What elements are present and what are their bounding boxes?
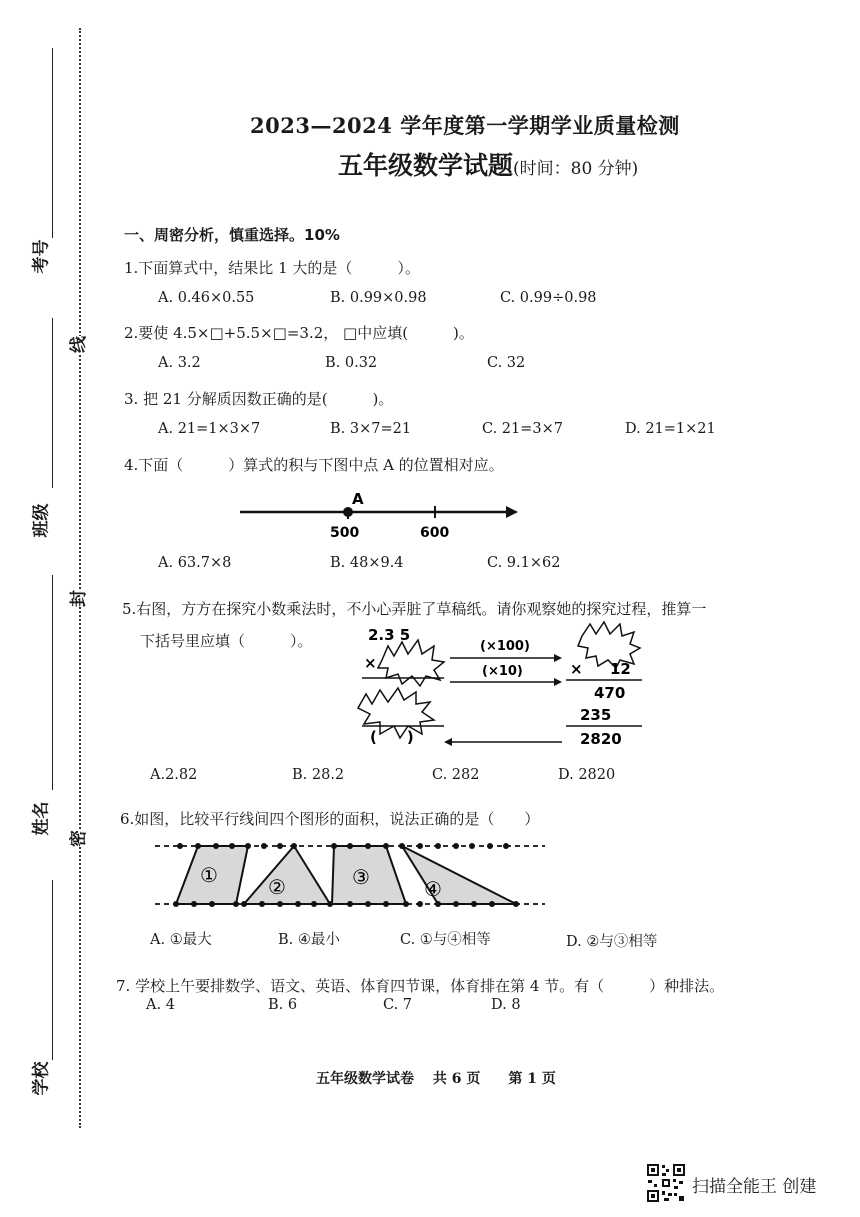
q7-option-b: B. 6 bbox=[268, 997, 298, 1013]
right-multiplier: 12 bbox=[610, 660, 631, 678]
question-7: 7. 学校上午要排数学、语文、英语、体育四节课，体育排在第 4 节。有（ ）种排法。 bbox=[116, 977, 725, 995]
tick-label-600: 600 bbox=[420, 525, 450, 541]
shape-4-triangle bbox=[402, 846, 516, 904]
section-heading: 一、周密分析，慎重选择。10% bbox=[124, 226, 340, 244]
exam-no-blank bbox=[52, 48, 53, 238]
shape-2-triangle bbox=[244, 846, 330, 904]
question-4: 4.下面（ ）算式的积与下图中点 A 的位置相对应。 bbox=[124, 456, 504, 474]
exam-subtitle bbox=[338, 146, 638, 182]
q3-option-b: B. 3×7=21 bbox=[330, 421, 412, 437]
shape-1-label: ① bbox=[200, 863, 218, 887]
multiplication-diagram bbox=[350, 620, 650, 755]
right-partial-2: 235 bbox=[580, 706, 612, 724]
q4-option-a: A. 63.7×8 bbox=[158, 555, 232, 571]
school-blank bbox=[52, 880, 53, 1060]
scanner-watermark: 扫描全能王 创建 bbox=[692, 1177, 817, 1197]
q2-option-a: A. 3.2 bbox=[158, 355, 201, 371]
q1-option-c: C. 0.99÷0.98 bbox=[500, 290, 597, 306]
q2-option-c: C. 32 bbox=[487, 355, 526, 371]
q6-option-c: C. ①与④相等 bbox=[400, 932, 491, 948]
shape-2-label: ② bbox=[268, 875, 286, 899]
exam-no-label: 考号 bbox=[31, 239, 52, 274]
question-6: 6.如图，比较平行线间四个图形的面积，说法正确的是（ ） bbox=[120, 810, 540, 828]
times-sign-left: × bbox=[364, 654, 377, 672]
q3-option-a: A. 21=1×3×7 bbox=[158, 421, 261, 437]
q6-option-a: A. ①最大 bbox=[150, 932, 212, 948]
q1-option-a: A. 0.46×0.55 bbox=[158, 290, 255, 306]
arrow-x100-head bbox=[554, 654, 562, 662]
number-line-arrow bbox=[506, 506, 518, 518]
right-partial-1: 470 bbox=[594, 684, 626, 702]
right-total: 2820 bbox=[580, 730, 622, 748]
q4-option-c: C. 9.1×62 bbox=[487, 555, 561, 571]
q7-option-c: C. 7 bbox=[383, 997, 413, 1013]
answer-paren: ( ) bbox=[370, 728, 414, 746]
question-1: 1.下面算式中，结果比 1 大的是（ ）。 bbox=[124, 259, 420, 277]
name-label: 姓名 bbox=[31, 801, 52, 836]
q4-option-b: B. 48×9.4 bbox=[330, 555, 404, 571]
parallel-lines-figure bbox=[150, 832, 550, 917]
shape-3-label: ③ bbox=[352, 865, 370, 889]
q5-option-a: A.2.82 bbox=[150, 767, 198, 783]
q6-option-d: D. ②与③相等 bbox=[566, 934, 658, 950]
q7-option-a: A. 4 bbox=[146, 997, 175, 1013]
qr-code-icon bbox=[646, 1163, 686, 1203]
top-number: 2.3 5 bbox=[368, 626, 411, 644]
class-blank bbox=[52, 318, 53, 488]
arrow-label-x10: (×10) bbox=[482, 664, 523, 679]
q7-option-d: D. 8 bbox=[491, 997, 521, 1013]
question-5-line1: 5.右图，方方在探究小数乘法时，不小心弄脏了草稿纸。请你观察她的探究过程，推算一 bbox=[122, 600, 707, 618]
tick-label-500: 500 bbox=[330, 525, 360, 541]
q1-option-b: B. 0.99×0.98 bbox=[330, 290, 427, 306]
question-5-line2: 下括号里应填（ ）。 bbox=[140, 632, 313, 650]
q5-option-c: C. 282 bbox=[432, 767, 480, 783]
exam-title: 2023—2024 学年度第一学期学业质量检测 bbox=[250, 113, 680, 138]
q2-option-b: B. 0.32 bbox=[325, 355, 378, 371]
seal-mark-line: 线 bbox=[62, 336, 91, 353]
q3-option-d: D. 21=1×21 bbox=[625, 421, 716, 437]
q6-option-b: B. ④最小 bbox=[278, 932, 340, 948]
point-a-label: A bbox=[352, 490, 364, 508]
subtitle-text: 五年级数学试题 bbox=[338, 151, 514, 180]
shape-4-label: ④ bbox=[424, 877, 442, 901]
page-footer: 五年级数学试卷 共 6 页 第 1 页 bbox=[316, 1071, 556, 1087]
smudge-top bbox=[378, 640, 444, 686]
class-label: 班级 bbox=[31, 503, 52, 538]
binding-dotted-line bbox=[79, 28, 81, 1128]
times-sign-right: × bbox=[570, 660, 583, 678]
arrow-back-head bbox=[444, 738, 452, 746]
seal-mark-seal: 封 bbox=[62, 590, 91, 607]
arrow-label-x100: (×100) bbox=[480, 639, 530, 654]
number-line-diagram bbox=[230, 485, 530, 545]
q5-option-d: D. 2820 bbox=[558, 767, 616, 783]
school-label: 学校 bbox=[31, 1061, 52, 1096]
question-3: 3. 把 21 分解质因数正确的是( )。 bbox=[124, 390, 394, 408]
arrow-x10-head bbox=[554, 678, 562, 686]
time-note: (时间：80 分钟) bbox=[513, 159, 639, 179]
q5-option-b: B. 28.2 bbox=[292, 767, 345, 783]
q3-option-c: C. 21=3×7 bbox=[482, 421, 563, 437]
question-2: 2.要使 4.5×□+5.5×□=3.2， □中应填( )。 bbox=[124, 324, 474, 342]
name-blank bbox=[52, 575, 53, 790]
seal-mark-secret: 密 bbox=[62, 830, 91, 847]
